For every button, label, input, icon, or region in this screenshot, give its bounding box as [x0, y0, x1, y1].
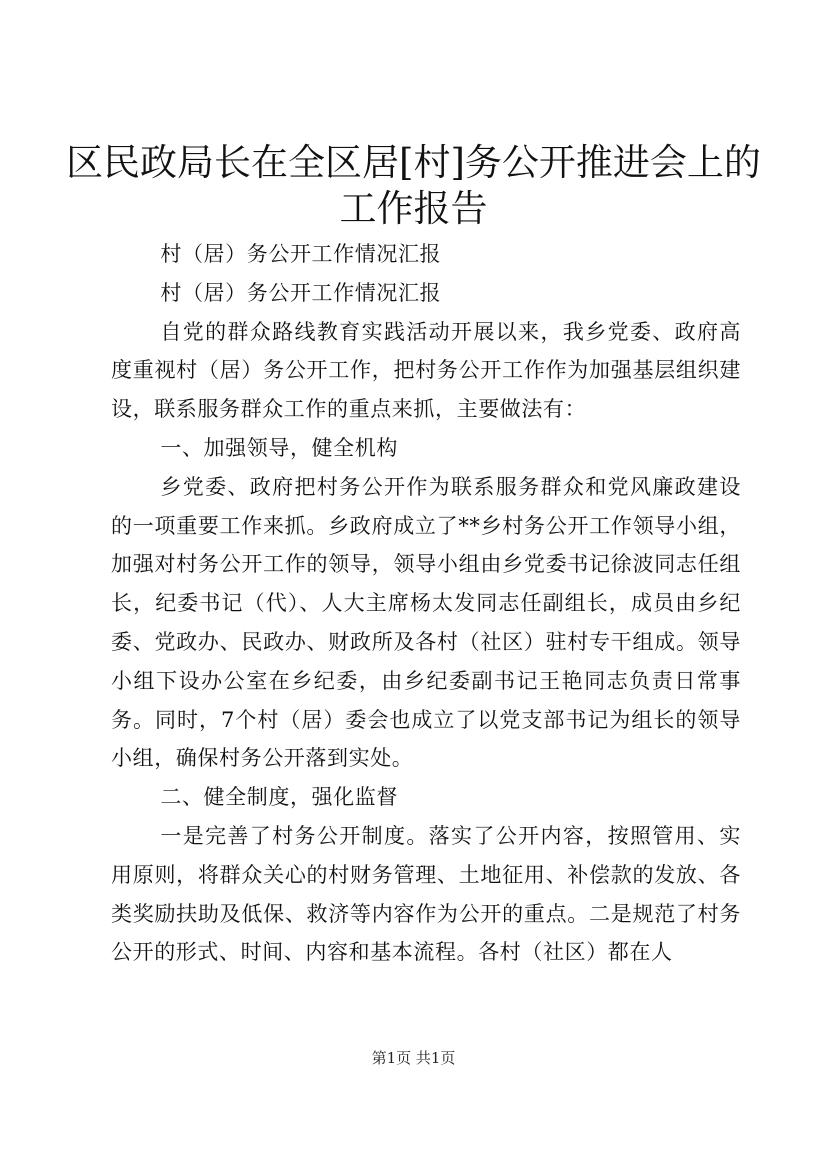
paragraph-heading-1: 村（居）务公开工作情况汇报: [160, 242, 442, 266]
page-footer: [0, 1048, 827, 1068]
paragraph-section-1: 乡党委、政府把村务公开作为联系服务群众和党风廉政建设的一项重要工作来抓。乡政府成立了**乡村务公开工作领导小组，加强对村务公开工作的领导，领导小组由乡党委书记徐波同志任组长，纪委书记（代）、人大主席杨太发同志任副组长，成员由乡纪委、党政办、民政办、财政所及各村（社区）驻村专干组成。领导小组下设办公室在乡纪委，由乡纪委副书记王艳同志负责日常事务。同时，7个村（居）委会也成立了以党支部书记为组长的领导小组，确保村务公开落到实处。: [111, 474, 741, 771]
paragraph-section-2: 一是完善了村务公开制度。落实了公开内容，按照管用、实用原则，将群众关心的村财务管理、土地征用、补偿款的发放、各类奖励扶助及低保、救济等内容作为公开的重点。二是规范了村务公开的形式、时间、内容和基本流程。各村（社区）都在人: [111, 823, 741, 965]
document-body: [111, 235, 741, 972]
paragraph-intro: 自党的群众路线教育实践活动开展以来，我乡党委、政府高度重视村（居）务公开工作，把村务公开工作作为加强基层组织建设，联系服务群众工作的重点来抓，主要做法有：: [111, 319, 741, 422]
section-heading-2: 二、健全制度，强化监督: [160, 785, 398, 810]
paragraph-heading-2: 村（居）务公开工作情况汇报: [160, 280, 442, 305]
section-heading-1: 一、加强领导，健全机构: [160, 435, 398, 460]
document-title: 区民政局长在全区居[村]务公开推进会上的工作报告: [66, 141, 761, 230]
page-number-label: 第1页 共1页: [371, 1049, 456, 1067]
